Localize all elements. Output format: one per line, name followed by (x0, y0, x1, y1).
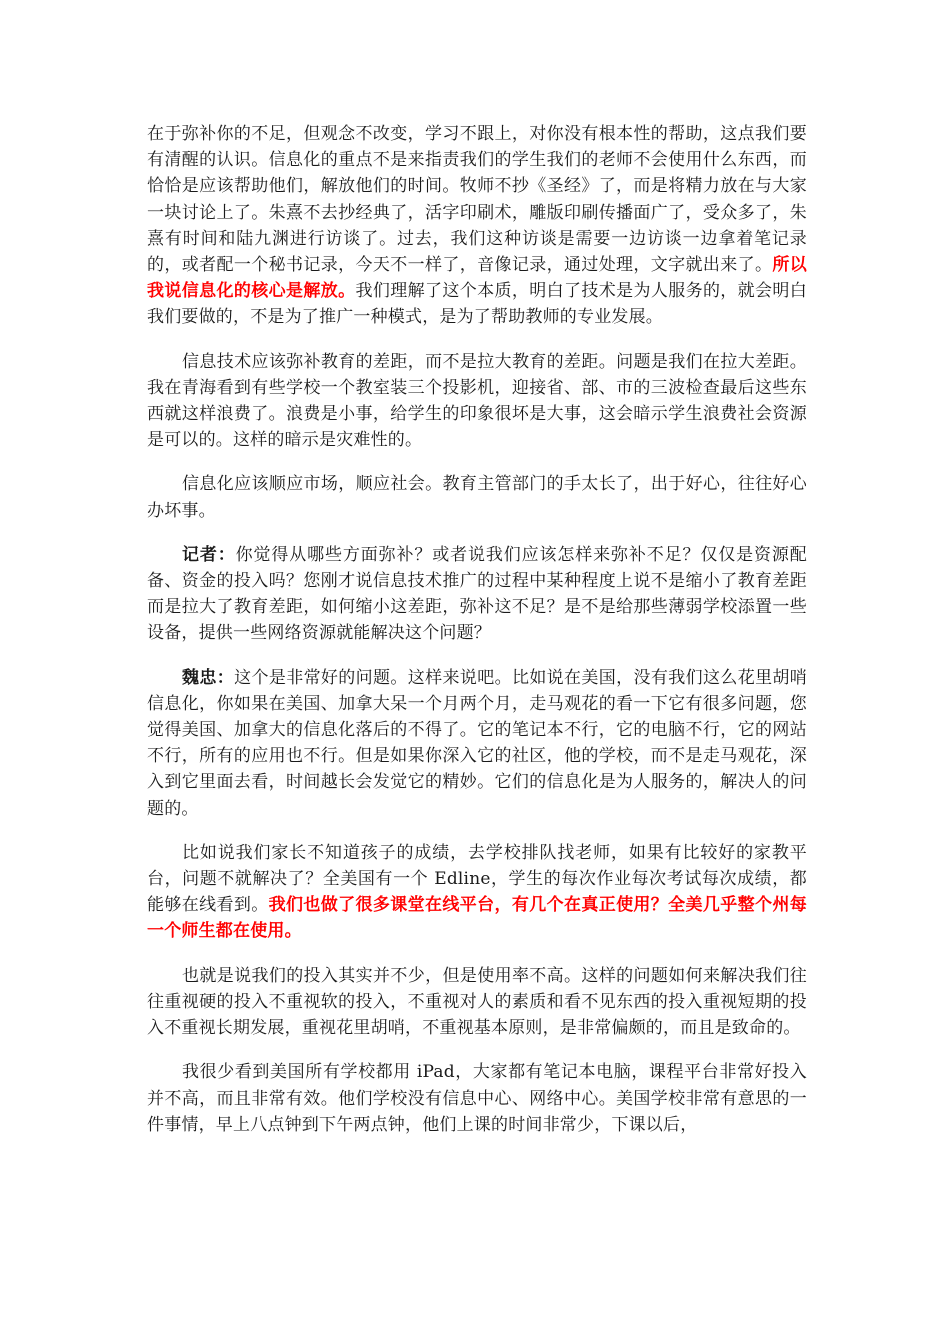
paragraph-reporter-question (147, 542, 807, 647)
highlighted-sentence: 所以我说信息化的核心是解放。 (147, 255, 807, 302)
speaker-label: 记者： (182, 544, 236, 565)
paragraph-text: 你觉得从哪些方面弥补？或者说我们应该怎样来弥补不足？仅仅是资源配备、资金的投入吗？您刚才说信息技术推广的过程中某种程度上说不是缩小了教育差距而是拉大了教育差距，如何缩小这差距，弥补这不足？是不是给那些薄弱学校添置一些设备，提供一些网络资源就能解决这个问题？ (147, 544, 807, 644)
paragraph-liberation (147, 121, 807, 331)
paragraph-text: 在于弥补你的不足，但观念不改变，学习不跟上，对你没有根本性的帮助，这点我们要有清醒的认识。信息化的重点不是来指责我们的学生我们的老师不会使用什么东西，而恰恰是应该帮助他们，解放他们的时间。牧师不抄《圣经》了，而是将精力放在与大家一块讨论上了。朱熹不去抄经典了，活字印刷术，雕版印刷传播面广了，受众多了，朱熹有时间和陆九渊进行访谈了。过去，我们这种访谈是需要一边访谈一边拿着笔记录的，或者配一个秘书记录，今天不一样了，音像记录，通过处理，文字就出来了。 (147, 124, 807, 276)
document-page (147, 121, 807, 1138)
paragraph-gap: 信息技术应该弥补教育的差距，而不是拉大教育的差距。问题是我们在拉大差距。我在青海看到有些学校一个教室装三个投影机，迎接省、部、市的三波检查最后这些东西就这样浪费了。浪费是小事，给学生的印象很坏是大事，这会暗示学生浪费社会资源是可以的。这样的暗示是灾难性的。 (147, 351, 807, 451)
speaker-label: 魏忠： (182, 667, 235, 688)
paragraph-investment: 也就是说我们的投入其实并不少，但是使用率不高。这样的问题如何来解决我们往往重视硬的投入不重视软的投入，不重视对人的素质和看不见东西的投入重视短期的投入不重视长期发展，重视花里胡哨，不重视基本原则，是非常偏颇的，而且是致命的。 (147, 965, 807, 1039)
paragraph-text: 比如说我们家长不知道孩子的成绩，去学校排队找老师，如果有比较好的家教平台，问题不就解决了？全美国有一个 Edline，学生的每次作业每次考试每次成绩，都能够在线看到。 (147, 842, 807, 916)
paragraph-ipad: 我很少看到美国所有学校都用 iPad，大家都有笔记本电脑，课程平台非常好投入并不高，而且非常有效。他们学校没有信息中心、网络中心。美国学校非常有意思的一件事情，早上八点钟到下午两点钟，他们上课的时间非常少，下课以后， (147, 1062, 807, 1135)
paragraph-market: 信息化应该顺应市场，顺应社会。教育主管部门的手太长了，出于好心，往往好心办坏事。 (147, 474, 807, 521)
highlighted-sentence: 我们也做了很多课堂在线平台，有几个在真正使用？全美几乎整个州每一个师生都在使用。 (147, 895, 807, 942)
paragraph-weizhong-answer (147, 665, 807, 822)
paragraph-text: 这个是非常好的问题。这样来说吧。比如说在美国，没有我们这么花里胡哨信息化，你如果在美国、加拿大呆一个月两个月，走马观花的看一下它有很多问题，您觉得美国、加拿大的信息化落后的不得了。它的笔记本不行，它的电脑不行，它的网站不行，所有的应用也不行。但是如果你深入它的社区，他的学校，而不是走马观花，深入到它里面去看，时间越长会发觉它的精妙。它们的信息化是为人服务的，解决人的问题的。 (147, 667, 807, 819)
paragraph-text: 我们理解了这个本质，明白了技术是为人服务的，就会明白我们要做的，不是为了推广一种模式，是为了帮助教师的专业发展。 (147, 281, 808, 328)
paragraph-edline (147, 840, 807, 945)
